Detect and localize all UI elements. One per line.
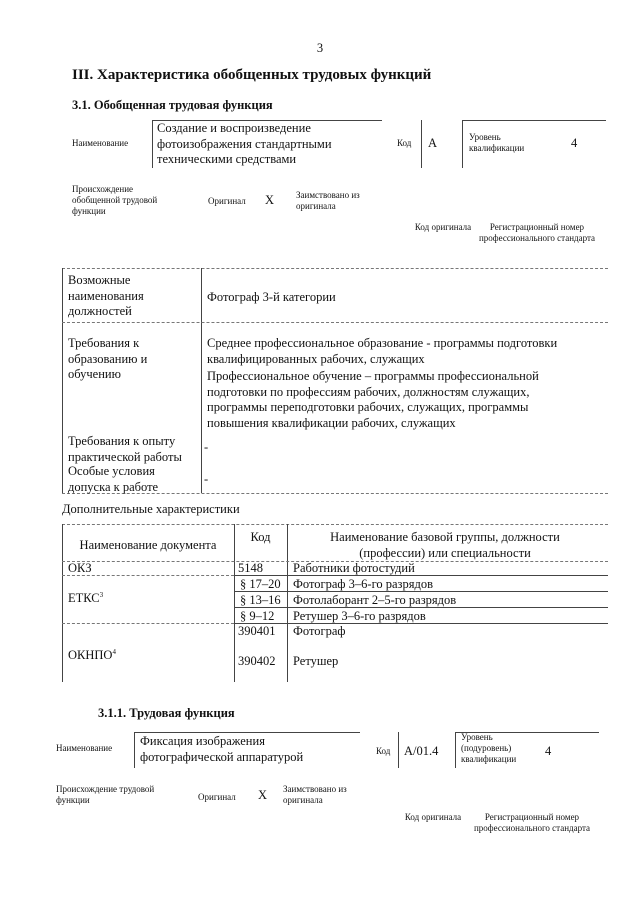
row-doc: ОКЗ [68, 561, 92, 575]
gtf-origin-label: Происхождение обобщенной трудовой функции [72, 184, 158, 216]
gtf-code-value: А [428, 136, 438, 150]
row-code: 5148 [238, 561, 263, 575]
tf-level-value: 4 [545, 744, 552, 758]
tf-name-label: Наименование [56, 743, 113, 753]
row-code: § 9–12 [240, 609, 275, 623]
row-name: Ретушер 3–6-го разрядов [293, 609, 426, 623]
tf-original-label: Оригинал [198, 792, 236, 802]
tf-code-original-label: Код оригинала [404, 812, 462, 822]
tf-heading: 3.1.1. Трудовая функция [98, 706, 235, 720]
row-doc: ОКНПО$^4$ [68, 648, 116, 663]
gtf-code-label: Код [397, 138, 412, 148]
tf-reg-number-label: Регистрационный номер профессионального стандарта [473, 812, 591, 833]
section-title: III. Характеристика обобщенных трудовых функций [72, 67, 432, 83]
gtf-level-label: Уровень квалификации [469, 132, 525, 153]
req-value-training: Профессиональное обучение – программы профессиональной подготовки по профессиям рабочих, должностям служащих, программы переподготовки рабочих, служащих, программы повышения квалификации рабочих, служащих [207, 369, 539, 430]
tf-level-label: Уровень (подуровень) квалификации [461, 732, 517, 764]
gtf-code-original-label: Код оригинала [414, 222, 472, 232]
req-label-experience: Требования к опыту практической работы [68, 434, 182, 464]
row-code: 390401 [238, 624, 276, 638]
additional-heading: Дополнительные характеристики [62, 502, 240, 516]
tf-name-value: Фиксация изображения фотографической аппаратурой [140, 734, 304, 764]
gtf-level-value: 4 [571, 136, 578, 150]
row-code: 390402 [238, 654, 276, 668]
header-document: Наименование документа [79, 538, 217, 552]
tf-original-mark: X [258, 788, 268, 802]
gtf-original-mark: X [265, 193, 275, 207]
req-label-conditions: Особые условия допуска к работе [68, 464, 159, 494]
req-value-positions: Фотограф 3-й категории [207, 290, 336, 304]
header-code: Код [250, 530, 271, 544]
row-code: § 17–20 [240, 577, 281, 591]
gtf-borrowed-label: Заимствовано из оригинала [296, 190, 360, 211]
header-name: Наименование базовой группы, должности (профессии) или специальности [330, 530, 560, 560]
gtf-original-label: Оригинал [208, 196, 246, 206]
tf-origin-label: Происхождение трудовой функции [56, 784, 155, 805]
req-value-conditions: - [204, 472, 209, 486]
row-name: Работники фотостудий [293, 561, 415, 575]
req-label-positions: Возможные наименования должностей [68, 273, 144, 318]
row-doc: ЕТКС$^3$ [68, 591, 104, 606]
gtf-name-label: Наименование [72, 138, 129, 148]
tf-code-label: Код [376, 746, 391, 756]
row-code: § 13–16 [240, 593, 281, 607]
row-name: Фотограф [293, 624, 346, 638]
row-name: Ретушер [293, 654, 339, 668]
gtf-reg-number-label: Регистрационный номер профессионального стандарта [478, 222, 596, 243]
tf-code-value: А/01.4 [404, 744, 439, 758]
gtf-heading: 3.1. Обобщенная трудовая функция [72, 98, 273, 112]
page-number: 3 [316, 41, 324, 55]
tf-borrowed-label: Заимствовано из оригинала [283, 784, 347, 805]
row-name: Фотолаборант 2–5-го разрядов [293, 593, 457, 607]
req-value-experience: - [204, 440, 209, 454]
gtf-name-value: Создание и воспроизведение фотоизображения стандартными техническими средствами [157, 121, 332, 166]
row-name: Фотограф 3–6-го разрядов [293, 577, 434, 591]
req-label-education: Требования к образованию и обучению [68, 336, 148, 381]
req-value-education: Среднее профессиональное образование - программы подготовки квалифицированных рабочих, служащих [207, 336, 558, 366]
